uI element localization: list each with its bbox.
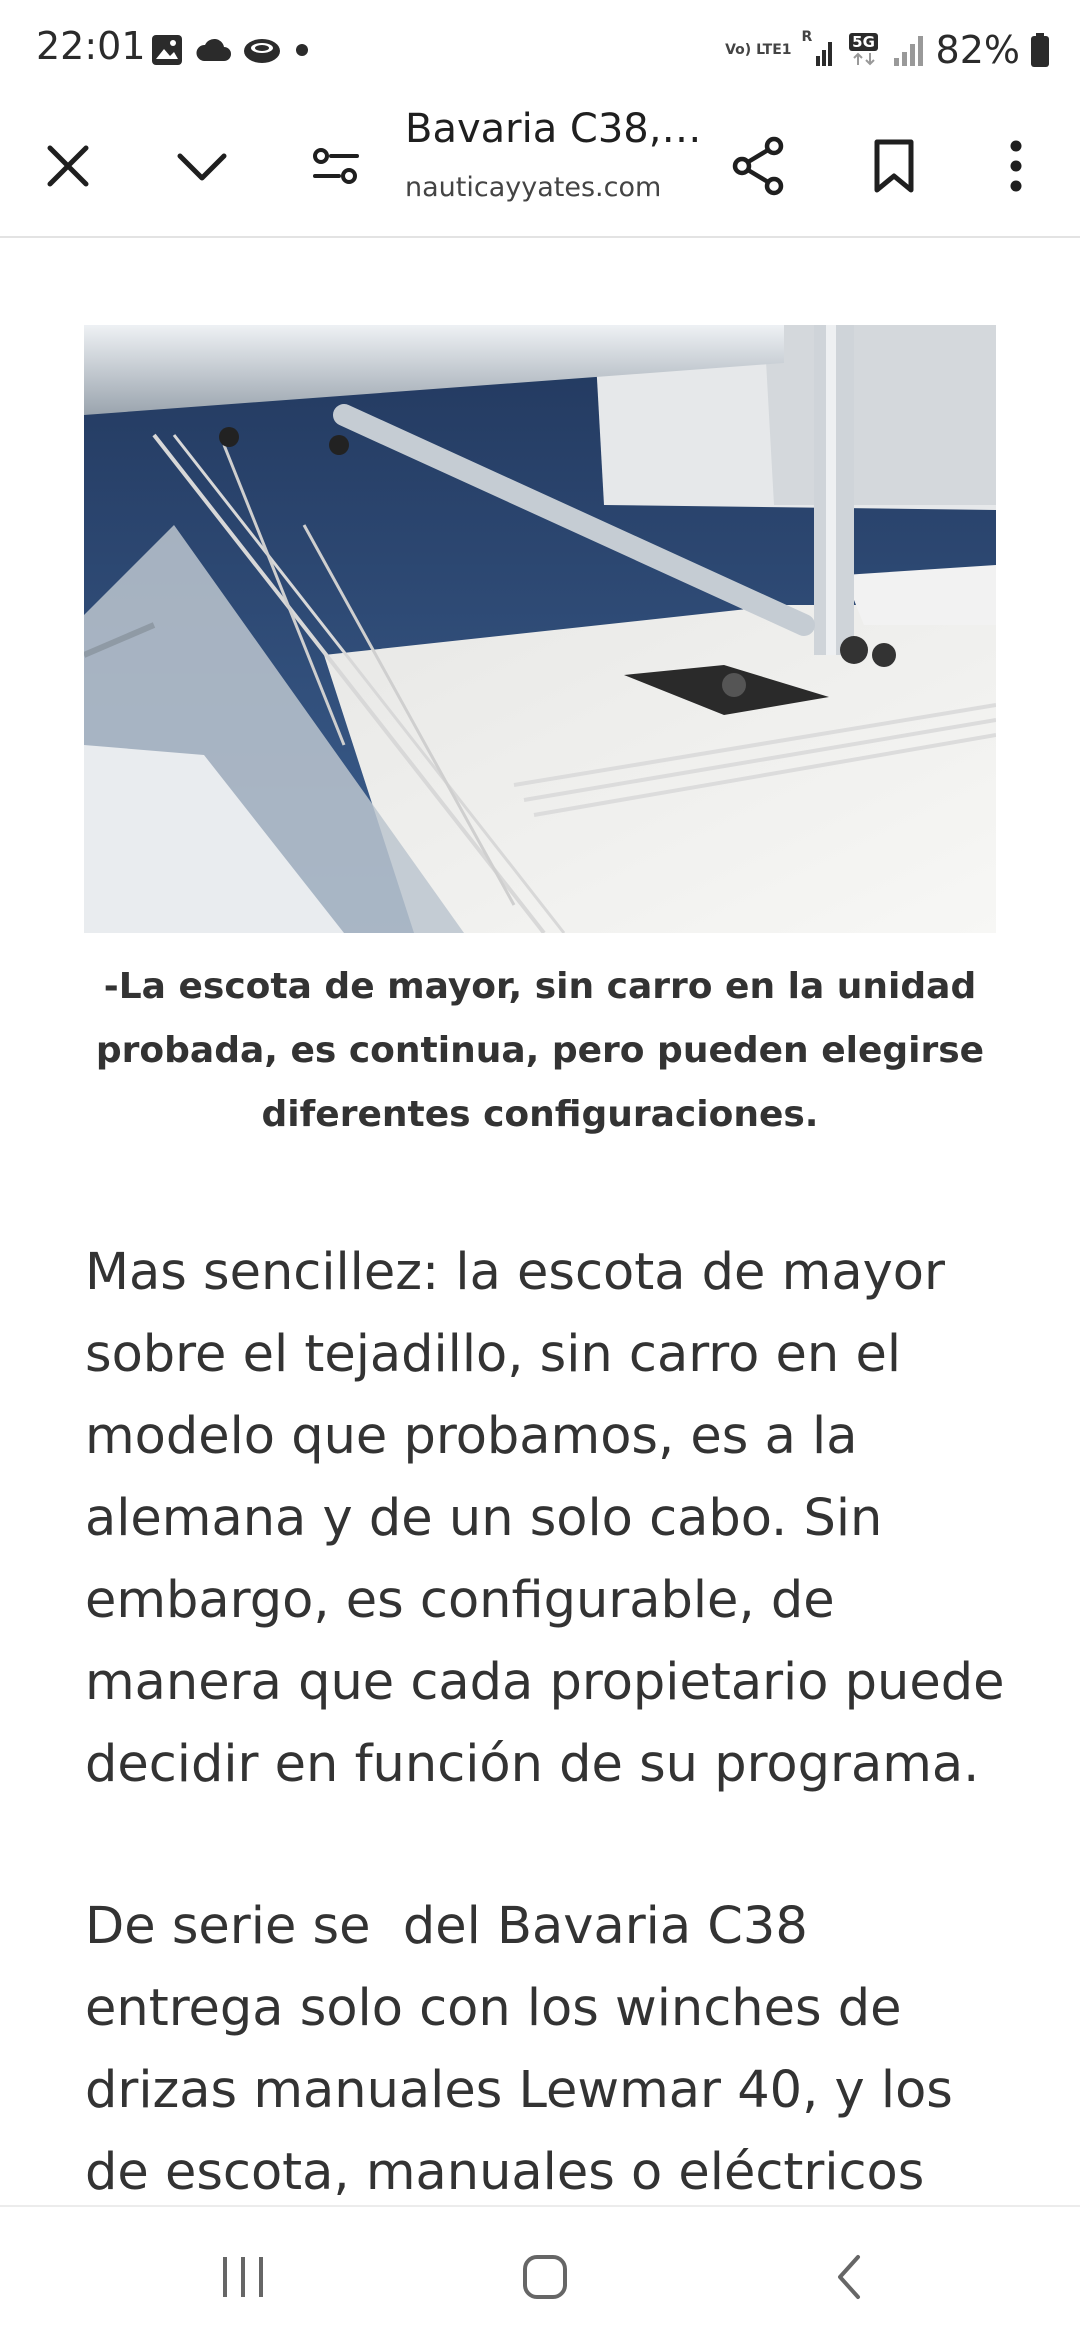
signal-1-icon [802, 30, 836, 70]
recent-apps-button[interactable] [198, 2247, 288, 2307]
site-settings-icon [311, 146, 361, 186]
battery-icon [1030, 32, 1050, 68]
minimize-button[interactable] [166, 130, 238, 202]
article-paragraph: De serie se del Bavaria C38 entrega solo con los winches de drizas manuales Lewmar 40, y los de escota, manuales o eléctricos [85, 1897, 953, 2202]
home-button[interactable] [500, 2247, 590, 2307]
close-icon [46, 144, 90, 188]
cloud-upload-icon [242, 34, 282, 66]
share-button[interactable] [722, 130, 794, 202]
status-time: 22:01 [36, 24, 146, 68]
close-button[interactable] [32, 130, 104, 202]
network-type-indicator [846, 33, 882, 67]
notification-icons [150, 28, 312, 72]
recent-apps-icon [219, 2255, 267, 2299]
article-paragraph: Mas sencillez: la escota de mayor sobre el tejadillo, sin carro en el modelo que probamos, es a la alemana y de un solo cabo. Sin embargo, es configurable, de manera que cada propietario puede decidir en función de su programa. [85, 1243, 1005, 1794]
page-url: nauticayyates.com [405, 172, 662, 203]
volte-label: Vo) LTE1 [725, 42, 792, 58]
more-vert-icon [1008, 140, 1024, 192]
photo-caption: -La escota de mayor, sin carro en la unidad probada, es continua, pero pueden elegirse diferentes configuraciones. [95, 966, 985, 1135]
bookmark-icon [872, 138, 916, 194]
status-right [725, 24, 1050, 76]
share-icon [730, 136, 786, 196]
system-navigation-bar [0, 2205, 1080, 2342]
bookmark-button[interactable] [858, 130, 930, 202]
data-arrows-icon [852, 51, 876, 67]
back-icon [834, 2253, 864, 2301]
site-settings-button[interactable] [300, 130, 372, 202]
custom-tab-toolbar [0, 96, 1080, 238]
home-icon [521, 2253, 569, 2301]
cloud-icon [194, 35, 232, 65]
page-title: Bavaria C38,… [405, 106, 702, 152]
signal-2-icon [892, 32, 926, 68]
status-bar [0, 0, 1080, 96]
dot-icon [292, 40, 312, 60]
article-photo [84, 325, 996, 933]
chevron-down-icon [176, 150, 228, 182]
volte-indicator [725, 43, 791, 57]
roaming-label: R [801, 29, 813, 45]
battery-percent: 82% [935, 28, 1020, 72]
more-options-button[interactable] [980, 130, 1052, 202]
network-label: 5G [849, 33, 878, 51]
image-icon [150, 33, 184, 67]
back-button[interactable] [804, 2247, 894, 2307]
